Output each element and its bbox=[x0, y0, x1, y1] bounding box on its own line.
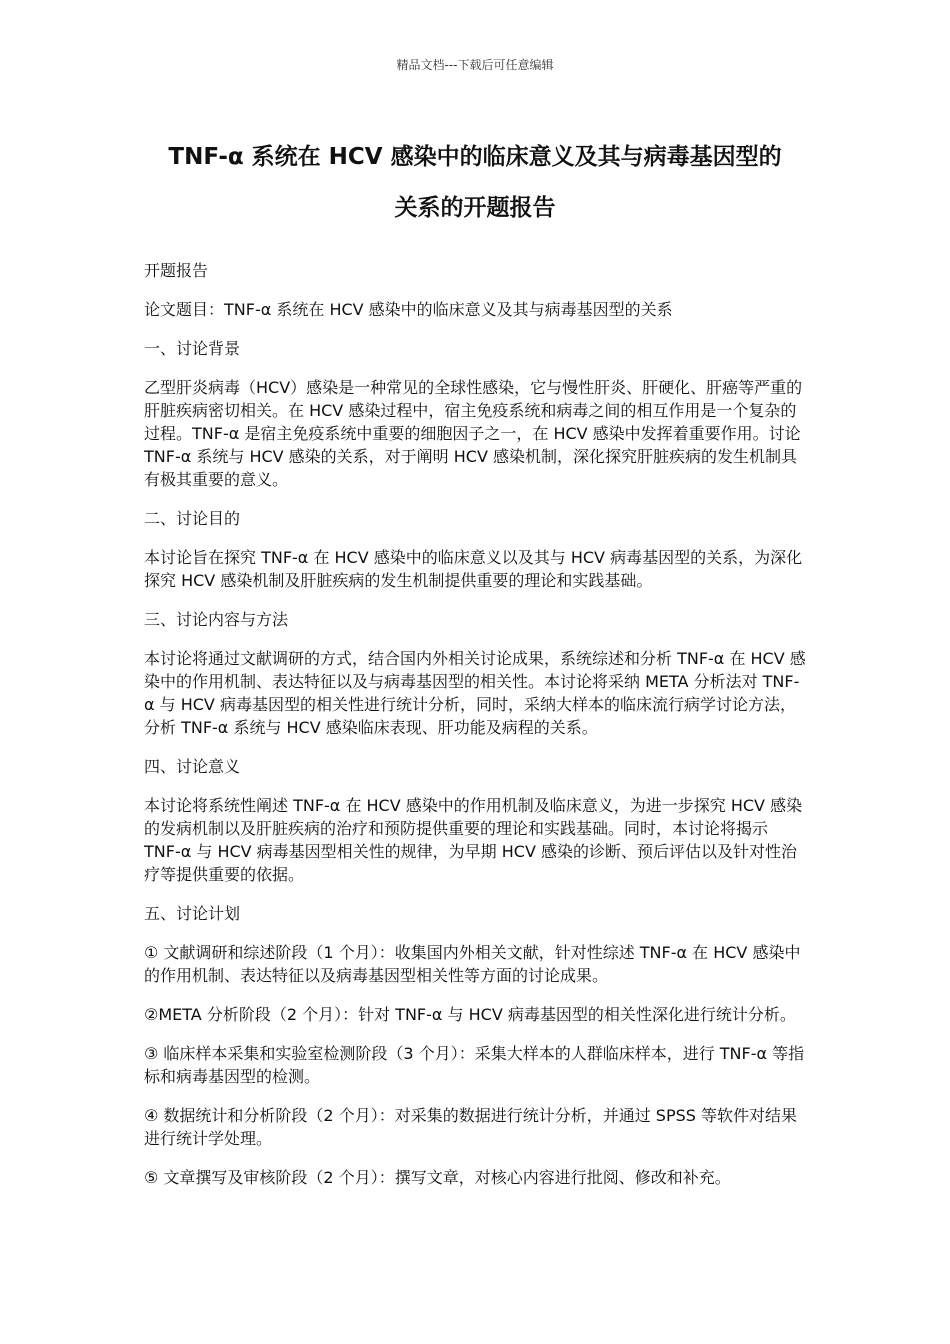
report-label: 开题报告 bbox=[144, 261, 209, 280]
section-heading-significance: 四、讨论意义 bbox=[144, 757, 241, 776]
document-title bbox=[140, 132, 810, 234]
section-text-significance: 本讨论将系统性阐述 TNF-α 在 HCV 感染中的作用机制及临床意义，为进一步探究 HCV 感染的发病机制以及肝脏疾病的治疗和预防提供重要的理论和实践基础。同时，本讨论将揭示 TNF-α 与 HCV 病毒基因型相关性的规律，为早期 HCV 感染的诊断、预后评估以及针对性治疗等提供重要的依据。 bbox=[144, 796, 803, 884]
section-heading-methods: 三、讨论内容与方法 bbox=[144, 610, 289, 629]
section-text-methods: 本讨论将通过文献调研的方式，结合国内外相关讨论成果，系统综述和分析 TNF-α 在 HCV 感染中的作用机制、表达特征以及与病毒基因型的相关性。本讨论将采纳 META 分析法对 TNF-α 与 HCV 病毒基因型的相关性进行统计分析，同时，采纳大样本的临床流行病学讨论方法，分析 TNF-α 系统与 HCV 感染临床表现、肝功能及病程的关系。 bbox=[144, 649, 806, 737]
thesis-title: 论文题目：TNF-α 系统在 HCV 感染中的临床意义及其与病毒基因型的关系 bbox=[144, 300, 673, 319]
plan-item: ④ 数据统计和分析阶段（2 个月）：对采集的数据进行统计分析，并通过 SPSS 等软件对结果进行统计学处理。 bbox=[144, 1106, 797, 1148]
document-title-line-2: 关系的开题报告 bbox=[394, 195, 556, 221]
section-heading-background: 一、讨论背景 bbox=[144, 339, 241, 358]
section-heading-plan: 五、讨论计划 bbox=[144, 904, 241, 923]
page-header: 精品文档---下载后可任意编辑 bbox=[396, 58, 554, 72]
plan-item: ③ 临床样本采集和实验室检测阶段（3 个月）：采集大样本的人群临床样本，进行 TNF-α 等指标和病毒基因型的检测。 bbox=[144, 1044, 805, 1086]
plan-item: ②META 分析阶段（2 个月）：针对 TNF-α 与 HCV 病毒基因型的相关性深化进行统计分析。 bbox=[144, 1005, 796, 1024]
document-body bbox=[144, 259, 808, 1205]
document-title-line-1: TNF-α 系统在 HCV 感染中的临床意义及其与病毒基因型的 bbox=[168, 144, 782, 170]
section-heading-purpose: 二、讨论目的 bbox=[144, 509, 241, 528]
section-text-purpose: 本讨论旨在探究 TNF-α 在 HCV 感染中的临床意义以及其与 HCV 病毒基因型的关系，为深化探究 HCV 感染机制及肝脏疾病的发生机制提供重要的理论和实践基础。 bbox=[144, 548, 803, 590]
plan-item: ⑤ 文章撰写及审核阶段（2 个月）：撰写文章，对核心内容进行批阅、修改和补充。 bbox=[144, 1168, 731, 1187]
plan-item: ① 文献调研和综述阶段（1 个月）：收集国内外相关文献，针对性综述 TNF-α 在 HCV 感染中的作用机制、表达特征以及病毒基因型相关性等方面的讨论成果。 bbox=[144, 943, 801, 985]
section-text-background: 乙型肝炎病毒（HCV）感染是一种常见的全球性感染，它与慢性肝炎、肝硬化、肝癌等严重的肝脏疾病密切相关。在 HCV 感染过程中，宿主免疫系统和病毒之间的相互作用是一个复杂的过程。TNF-α 是宿主免疫系统中重要的细胞因子之一，在 HCV 感染中发挥着重要作用。讨论 TNF-α 系统与 HCV 感染的关系，对于阐明 HCV 感染机制，深化探究肝脏疾病的发生机制具有极其重要的意义。 bbox=[144, 378, 803, 489]
